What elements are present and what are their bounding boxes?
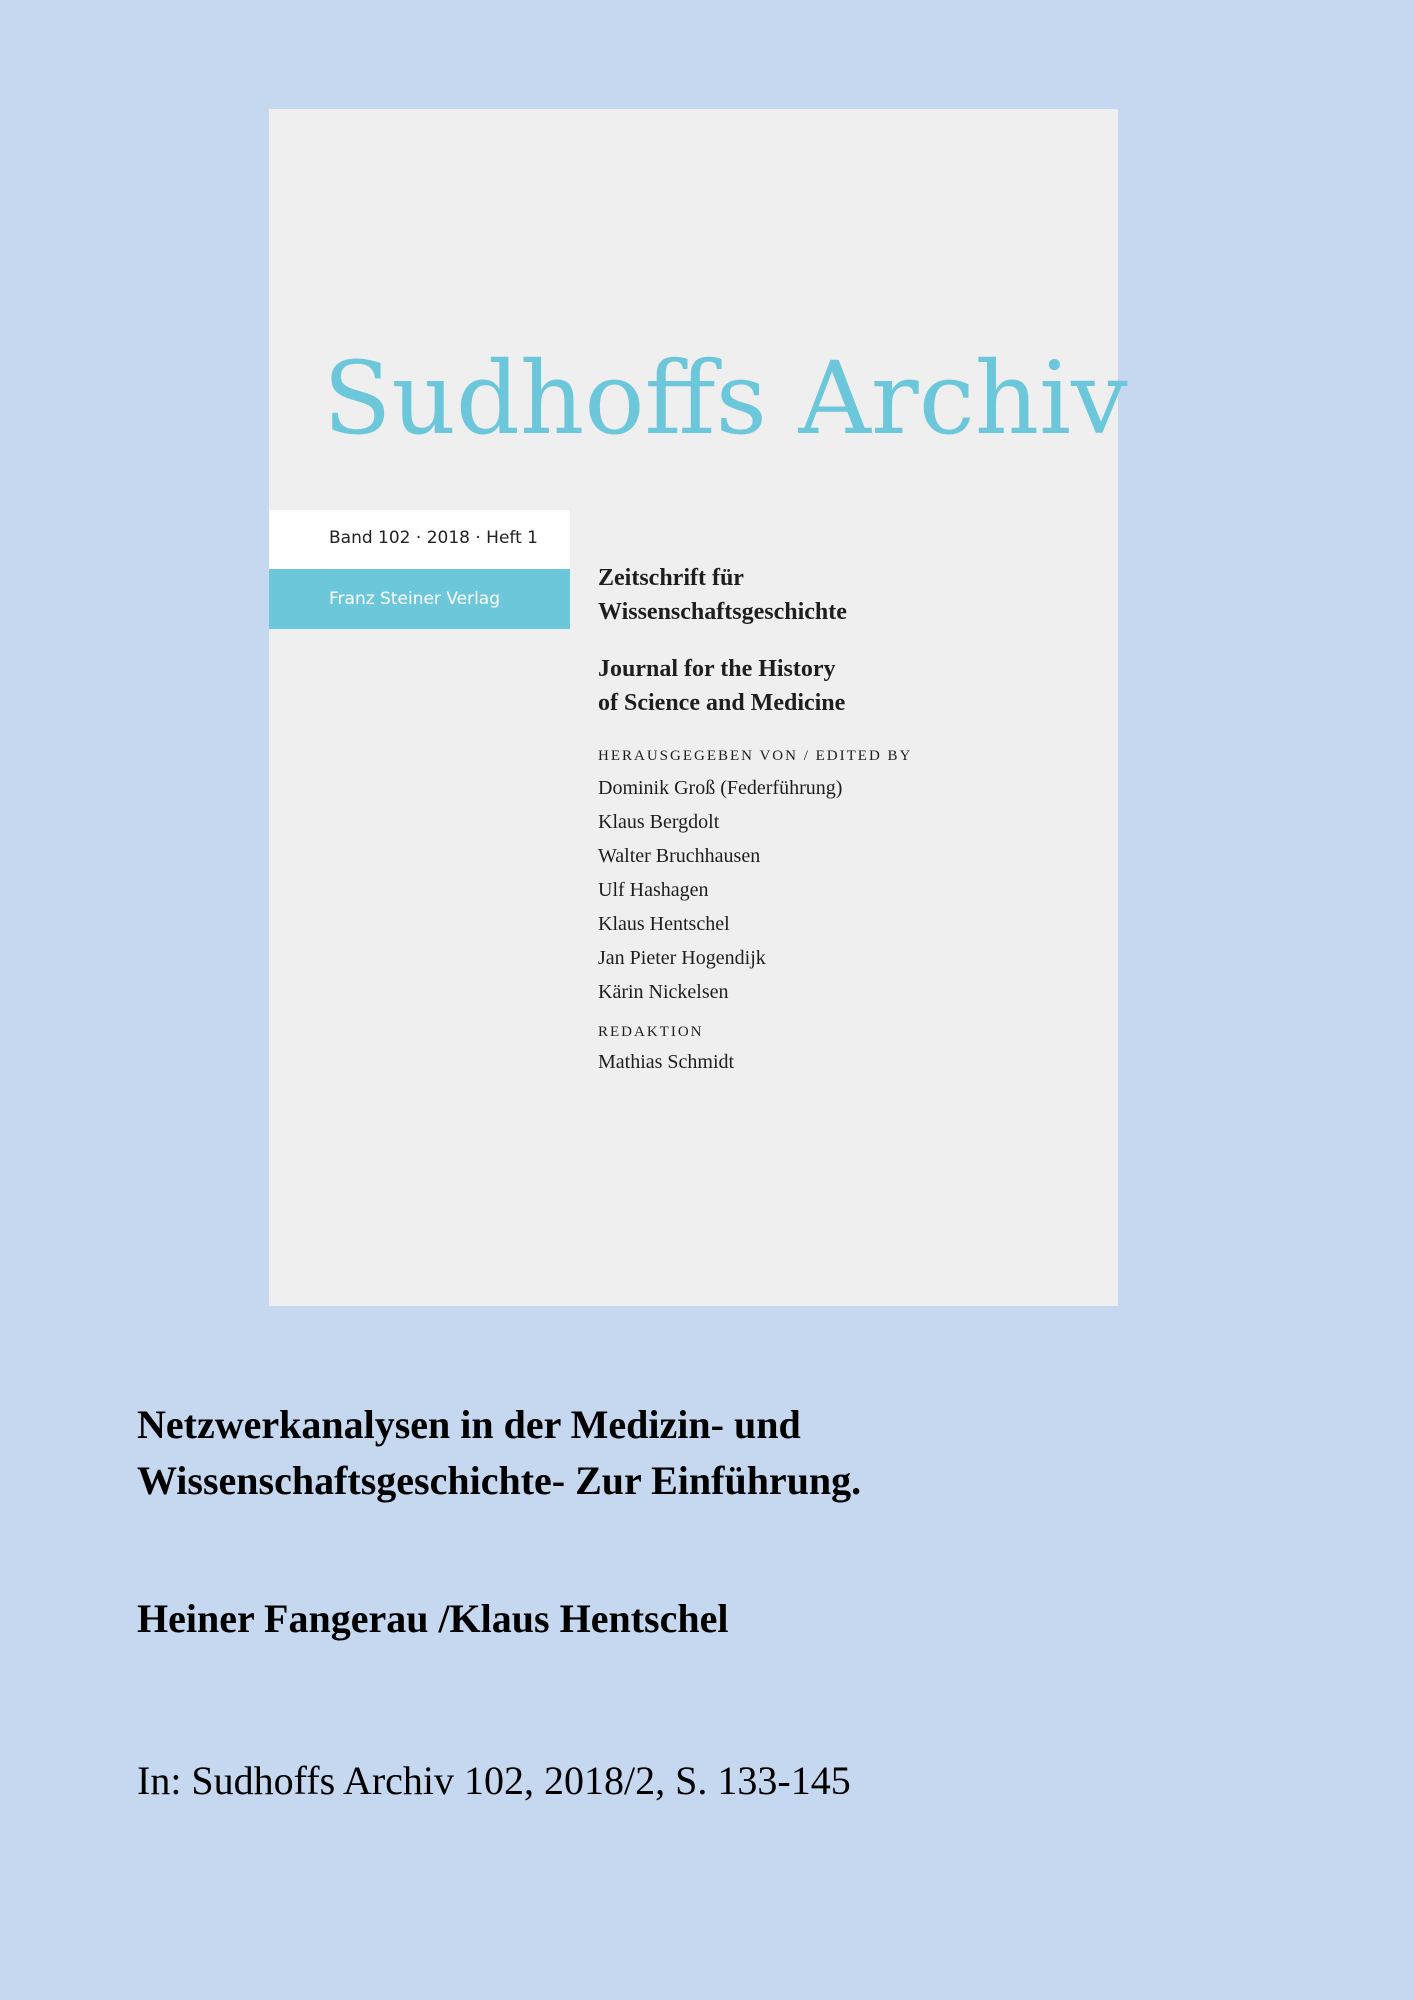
subtitle-german bbox=[598, 561, 1098, 629]
article-title bbox=[137, 1397, 1287, 1509]
editor-list bbox=[598, 771, 1098, 1009]
editors-label: HERAUSGEGEBEN VON / EDITED BY bbox=[598, 748, 913, 764]
editor-name: Kärin Nickelsen bbox=[598, 981, 729, 1003]
subtitle-german-line-1: Zeitschrift für bbox=[598, 565, 744, 591]
publisher-label-box bbox=[269, 569, 570, 629]
subtitle-english-line-1: Journal for the History bbox=[598, 656, 836, 682]
article-citation: In: Sudhoffs Archiv 102, 2018/2, S. 133-145 bbox=[137, 1758, 851, 1803]
editor-name: Dominik Groß (Federführung) bbox=[598, 777, 843, 799]
journal-cover-image bbox=[269, 109, 1128, 1306]
publisher-name: Franz Steiner Verlag bbox=[329, 589, 501, 609]
editor-name: Klaus Bergdolt bbox=[598, 811, 720, 833]
editor-name: Ulf Hashagen bbox=[598, 879, 709, 901]
subtitle-english-line-2: of Science and Medicine bbox=[598, 690, 846, 716]
editor-name: Walter Bruchhausen bbox=[598, 845, 761, 867]
journal-title: Sudhoffs Archiv bbox=[323, 340, 1128, 457]
redaktion-label: REDAKTION bbox=[598, 1024, 704, 1040]
article-title-line-2: Wissenschaftsgeschichte- Zur Einführung. bbox=[137, 1458, 862, 1503]
issue-line: Band 102 · 2018 · Heft 1 bbox=[329, 528, 538, 548]
subtitle-english bbox=[598, 652, 1098, 720]
article-title-line-1: Netzwerkanalysen in der Medizin- und bbox=[137, 1402, 801, 1447]
subtitle-german-line-2: Wissenschaftsgeschichte bbox=[598, 599, 847, 625]
issue-label-box bbox=[269, 510, 570, 569]
editor-name: Klaus Hentschel bbox=[598, 913, 730, 935]
article-authors: Heiner Fangerau /Klaus Hentschel bbox=[137, 1596, 729, 1641]
cover-text-column bbox=[598, 561, 1098, 1079]
editor-name: Jan Pieter Hogendijk bbox=[598, 947, 766, 969]
redaktion-name: Mathias Schmidt bbox=[598, 1051, 735, 1073]
